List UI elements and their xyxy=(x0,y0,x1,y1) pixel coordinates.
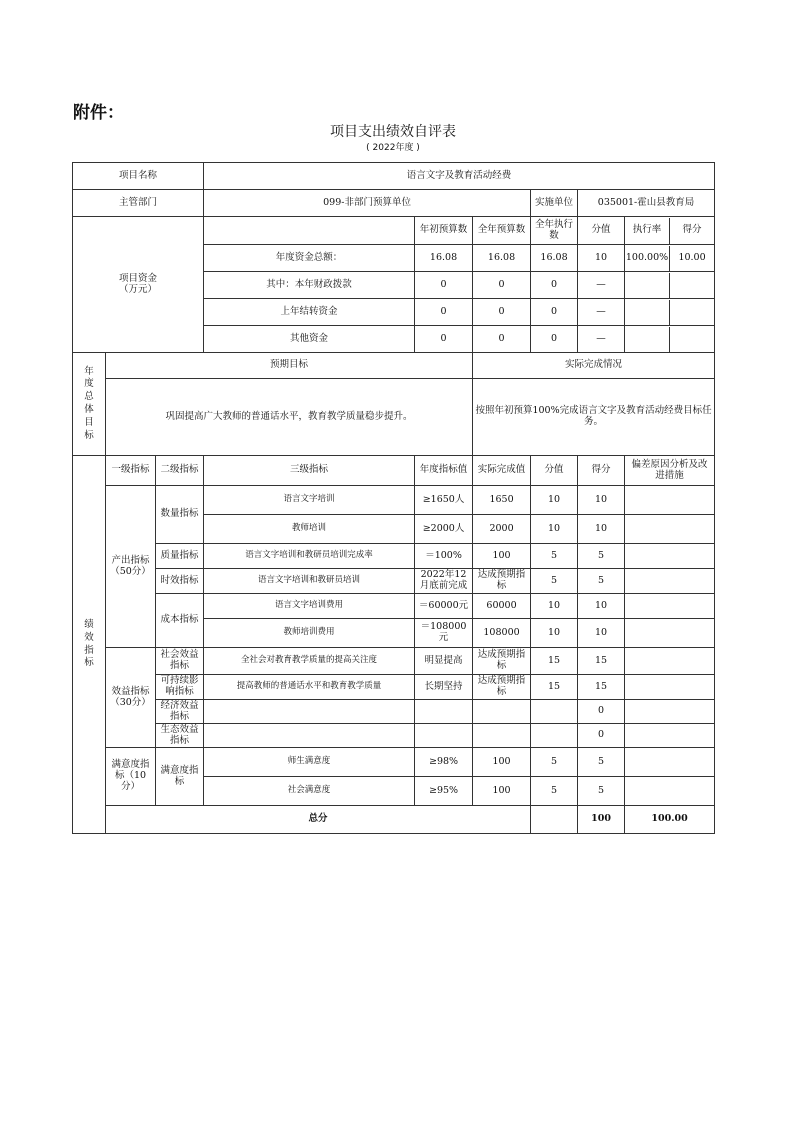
funds-row-label: 其他资金 xyxy=(204,326,415,353)
funds-row-label: 其中：本年财政拨款 xyxy=(204,272,415,299)
funds-initial: 0 xyxy=(415,299,473,326)
actual-goal: 按照年初预算100%完成语言文字及教育活动经费目标任务。 xyxy=(473,379,715,456)
expected-goal: 巩固提高广大教师的普通话水平，教育教学质量稳步提升。 xyxy=(106,379,473,456)
indicator-actual: 达成预期指标 xyxy=(473,648,531,675)
h-level3: 三级指标 xyxy=(204,456,415,486)
indicator-name: 语言文字培训费用 xyxy=(204,594,415,619)
indicator-target: 明显提高 xyxy=(415,648,473,675)
col-rate: 执行率 xyxy=(625,218,670,244)
funds-rate-score xyxy=(625,245,715,272)
indicator-actual: 达成预期指标 xyxy=(473,675,531,700)
h-level1: 一级指标 xyxy=(106,456,156,486)
economic-label: 经济效益指标 xyxy=(156,700,204,724)
indicator-note xyxy=(625,515,715,544)
time-label: 时效指标 xyxy=(156,569,204,594)
indicator-note xyxy=(625,777,715,806)
funds-header-blank xyxy=(204,217,415,245)
funds-exec: 0 xyxy=(531,272,578,299)
indicator-target: ≥95% xyxy=(415,777,473,806)
indicator-actual xyxy=(473,724,531,748)
satisfaction-label: 满意度指标（10分） xyxy=(106,748,156,806)
indicator-note xyxy=(625,544,715,569)
funds-label-line2: （万元） xyxy=(119,283,158,295)
h-actual: 实际完成值 xyxy=(473,456,531,486)
indicator-score: 15 xyxy=(578,675,625,700)
indicator-score: 0 xyxy=(578,724,625,748)
impl-value: 035001-霍山县教育局 xyxy=(578,190,715,217)
indicator-name: 师生满意度 xyxy=(204,748,415,777)
col-score: 得分 xyxy=(682,224,702,236)
h-target: 年度指标值 xyxy=(415,456,473,486)
indicator-score: 15 xyxy=(578,648,625,675)
dept-row xyxy=(73,190,715,217)
indicator-target: ≥1650人 xyxy=(415,486,473,515)
indicator-target: 2022年12月底前完成 xyxy=(415,569,473,594)
funds-score-value: — xyxy=(578,272,625,299)
total-row xyxy=(73,806,715,834)
indicator-score: 10 xyxy=(578,515,625,544)
funds-rate-score xyxy=(625,272,715,299)
col-score-value: 分值 xyxy=(578,217,625,245)
funds-score-value: — xyxy=(578,299,625,326)
funds-score-value: 10 xyxy=(578,245,625,272)
funds-rate-score xyxy=(625,326,715,353)
indicator-name xyxy=(204,700,415,724)
indicator-target xyxy=(415,700,473,724)
total-blank xyxy=(531,806,578,834)
funds-rate-score xyxy=(625,299,715,326)
impl-label: 实施单位 xyxy=(531,190,578,217)
indicator-name: 教师培训 xyxy=(204,515,415,544)
indicator-name: 提高教师的普通话水平和教育教学质量 xyxy=(204,675,415,700)
funds-full: 0 xyxy=(473,272,531,299)
indicator-value: 5 xyxy=(531,748,578,777)
indicator-actual: 60000 xyxy=(473,594,531,619)
h-note: 偏差原因分析及改进措施 xyxy=(625,456,715,486)
funds-initial: 16.08 xyxy=(415,245,473,272)
funds-label-line1: 项目资金 xyxy=(119,272,158,284)
dept-label: 主管部门 xyxy=(73,190,204,217)
indicator-value: 5 xyxy=(531,777,578,806)
dept-value: 099-非部门预算单位 xyxy=(204,190,531,217)
indicator-note xyxy=(625,748,715,777)
funds-rate: 100.00% xyxy=(625,246,670,271)
indicator-actual: 100 xyxy=(473,748,531,777)
indicator-note xyxy=(625,569,715,594)
indicator-score: 5 xyxy=(578,748,625,777)
goals-content-row xyxy=(73,379,715,456)
output-label: 产出指标（50分） xyxy=(106,486,156,648)
indicator-note xyxy=(625,724,715,748)
h-score: 得分 xyxy=(578,456,625,486)
indicator-note xyxy=(625,648,715,675)
table-row xyxy=(73,569,715,594)
indicators-header-row xyxy=(73,456,715,486)
indicator-actual: 达成预期指标 xyxy=(473,569,531,594)
self-evaluation-table xyxy=(72,162,715,834)
project-name-row xyxy=(73,163,715,190)
attachment-label: 附件： xyxy=(73,103,124,123)
indicator-target: ＝108000元 xyxy=(415,619,473,648)
indicator-note xyxy=(625,700,715,724)
funds-rate xyxy=(625,327,670,352)
quality-label: 质量指标 xyxy=(156,544,204,569)
funds-header-row xyxy=(73,217,715,245)
indicator-name xyxy=(204,724,415,748)
indicator-value: 15 xyxy=(531,648,578,675)
table-row xyxy=(73,675,715,700)
h-score-value: 分值 xyxy=(531,456,578,486)
funds-rate xyxy=(625,300,670,325)
ecology-label: 生态效益指标 xyxy=(156,724,204,748)
indicator-name: 教师培训费用 xyxy=(204,619,415,648)
table-row xyxy=(73,648,715,675)
funds-score: 10.00 xyxy=(678,251,706,263)
indicator-target: ≥2000人 xyxy=(415,515,473,544)
effect-label: 效益指标（30分） xyxy=(106,648,156,748)
funds-score-value: — xyxy=(578,326,625,353)
project-name-value: 语言文字及教育活动经费 xyxy=(204,163,715,190)
col-initial: 年初预算数 xyxy=(415,217,473,245)
indicator-score: 10 xyxy=(578,619,625,648)
col-exec: 全年执行数 xyxy=(531,217,578,245)
total-label: 总分 xyxy=(106,806,531,834)
indicator-score: 0 xyxy=(578,700,625,724)
funds-row-label: 上年结转资金 xyxy=(204,299,415,326)
actual-label: 实际完成情况 xyxy=(473,353,715,379)
indicator-value: 10 xyxy=(531,515,578,544)
indicator-value: 5 xyxy=(531,569,578,594)
indicator-actual: 100 xyxy=(473,777,531,806)
indicator-name: 社会满意度 xyxy=(204,777,415,806)
indicator-actual: 1650 xyxy=(473,486,531,515)
table-row xyxy=(73,748,715,777)
indicator-target: ＝60000元 xyxy=(415,594,473,619)
indicator-actual: 2000 xyxy=(473,515,531,544)
table-row xyxy=(73,486,715,515)
sat-label: 满意度指标 xyxy=(156,748,204,806)
indicator-name: 语言文字培训和教研员培训 xyxy=(204,569,415,594)
indicator-score: 5 xyxy=(578,777,625,806)
indicator-score: 5 xyxy=(578,544,625,569)
funds-full: 0 xyxy=(473,326,531,353)
indicator-name: 语言文字培训和教研员培训完成率 xyxy=(204,544,415,569)
goals-header-row xyxy=(73,353,715,379)
indicator-value xyxy=(531,700,578,724)
indicator-value xyxy=(531,724,578,748)
funds-full: 16.08 xyxy=(473,245,531,272)
indicator-score: 10 xyxy=(578,486,625,515)
table-row xyxy=(73,594,715,619)
indicator-value: 10 xyxy=(531,594,578,619)
total-value: 100 xyxy=(578,806,625,834)
col-rate-score xyxy=(625,217,715,245)
sustain-label: 可持续影响指标 xyxy=(156,675,204,700)
cost-label: 成本指标 xyxy=(156,594,204,648)
indicator-target: 长期坚持 xyxy=(415,675,473,700)
indicator-score: 10 xyxy=(578,594,625,619)
page-title: 项目支出绩效自评表 xyxy=(330,124,456,140)
table-row xyxy=(73,724,715,748)
indicator-target: ＝100% xyxy=(415,544,473,569)
indicator-note xyxy=(625,486,715,515)
expected-label: 预期目标 xyxy=(106,353,473,379)
indicator-target: ≥98% xyxy=(415,748,473,777)
indicator-score: 5 xyxy=(578,569,625,594)
h-level2: 二级指标 xyxy=(156,456,204,486)
total-score: 100.00 xyxy=(625,806,715,834)
indicators-label: 绩效指标 xyxy=(73,456,106,834)
funds-initial: 0 xyxy=(415,272,473,299)
indicator-actual xyxy=(473,700,531,724)
quantity-label: 数量指标 xyxy=(156,486,204,544)
indicator-value: 10 xyxy=(531,619,578,648)
indicator-value: 15 xyxy=(531,675,578,700)
indicator-value: 5 xyxy=(531,544,578,569)
indicator-note xyxy=(625,675,715,700)
table-row xyxy=(73,700,715,724)
table-row xyxy=(73,544,715,569)
funds-full: 0 xyxy=(473,299,531,326)
indicator-note xyxy=(625,619,715,648)
goals-label: 年度总体目标 xyxy=(73,353,106,456)
indicator-value: 10 xyxy=(531,486,578,515)
col-full: 全年预算数 xyxy=(473,217,531,245)
funds-rate xyxy=(625,273,670,298)
project-name-label: 项目名称 xyxy=(73,163,204,190)
funds-exec: 0 xyxy=(531,299,578,326)
indicator-name: 语言文字培训 xyxy=(204,486,415,515)
indicator-target xyxy=(415,724,473,748)
funds-label xyxy=(73,217,204,353)
indicator-actual: 108000 xyxy=(473,619,531,648)
funds-exec: 16.08 xyxy=(531,245,578,272)
year-subtitle: ( 2022年度 ) xyxy=(366,143,420,153)
indicator-name: 全社会对教育教学质量的提高关注度 xyxy=(204,648,415,675)
indicator-note xyxy=(625,594,715,619)
funds-exec: 0 xyxy=(531,326,578,353)
funds-initial: 0 xyxy=(415,326,473,353)
social-label: 社会效益指标 xyxy=(156,648,204,675)
indicator-actual: 100 xyxy=(473,544,531,569)
funds-row-label: 年度资金总额： xyxy=(204,245,415,272)
